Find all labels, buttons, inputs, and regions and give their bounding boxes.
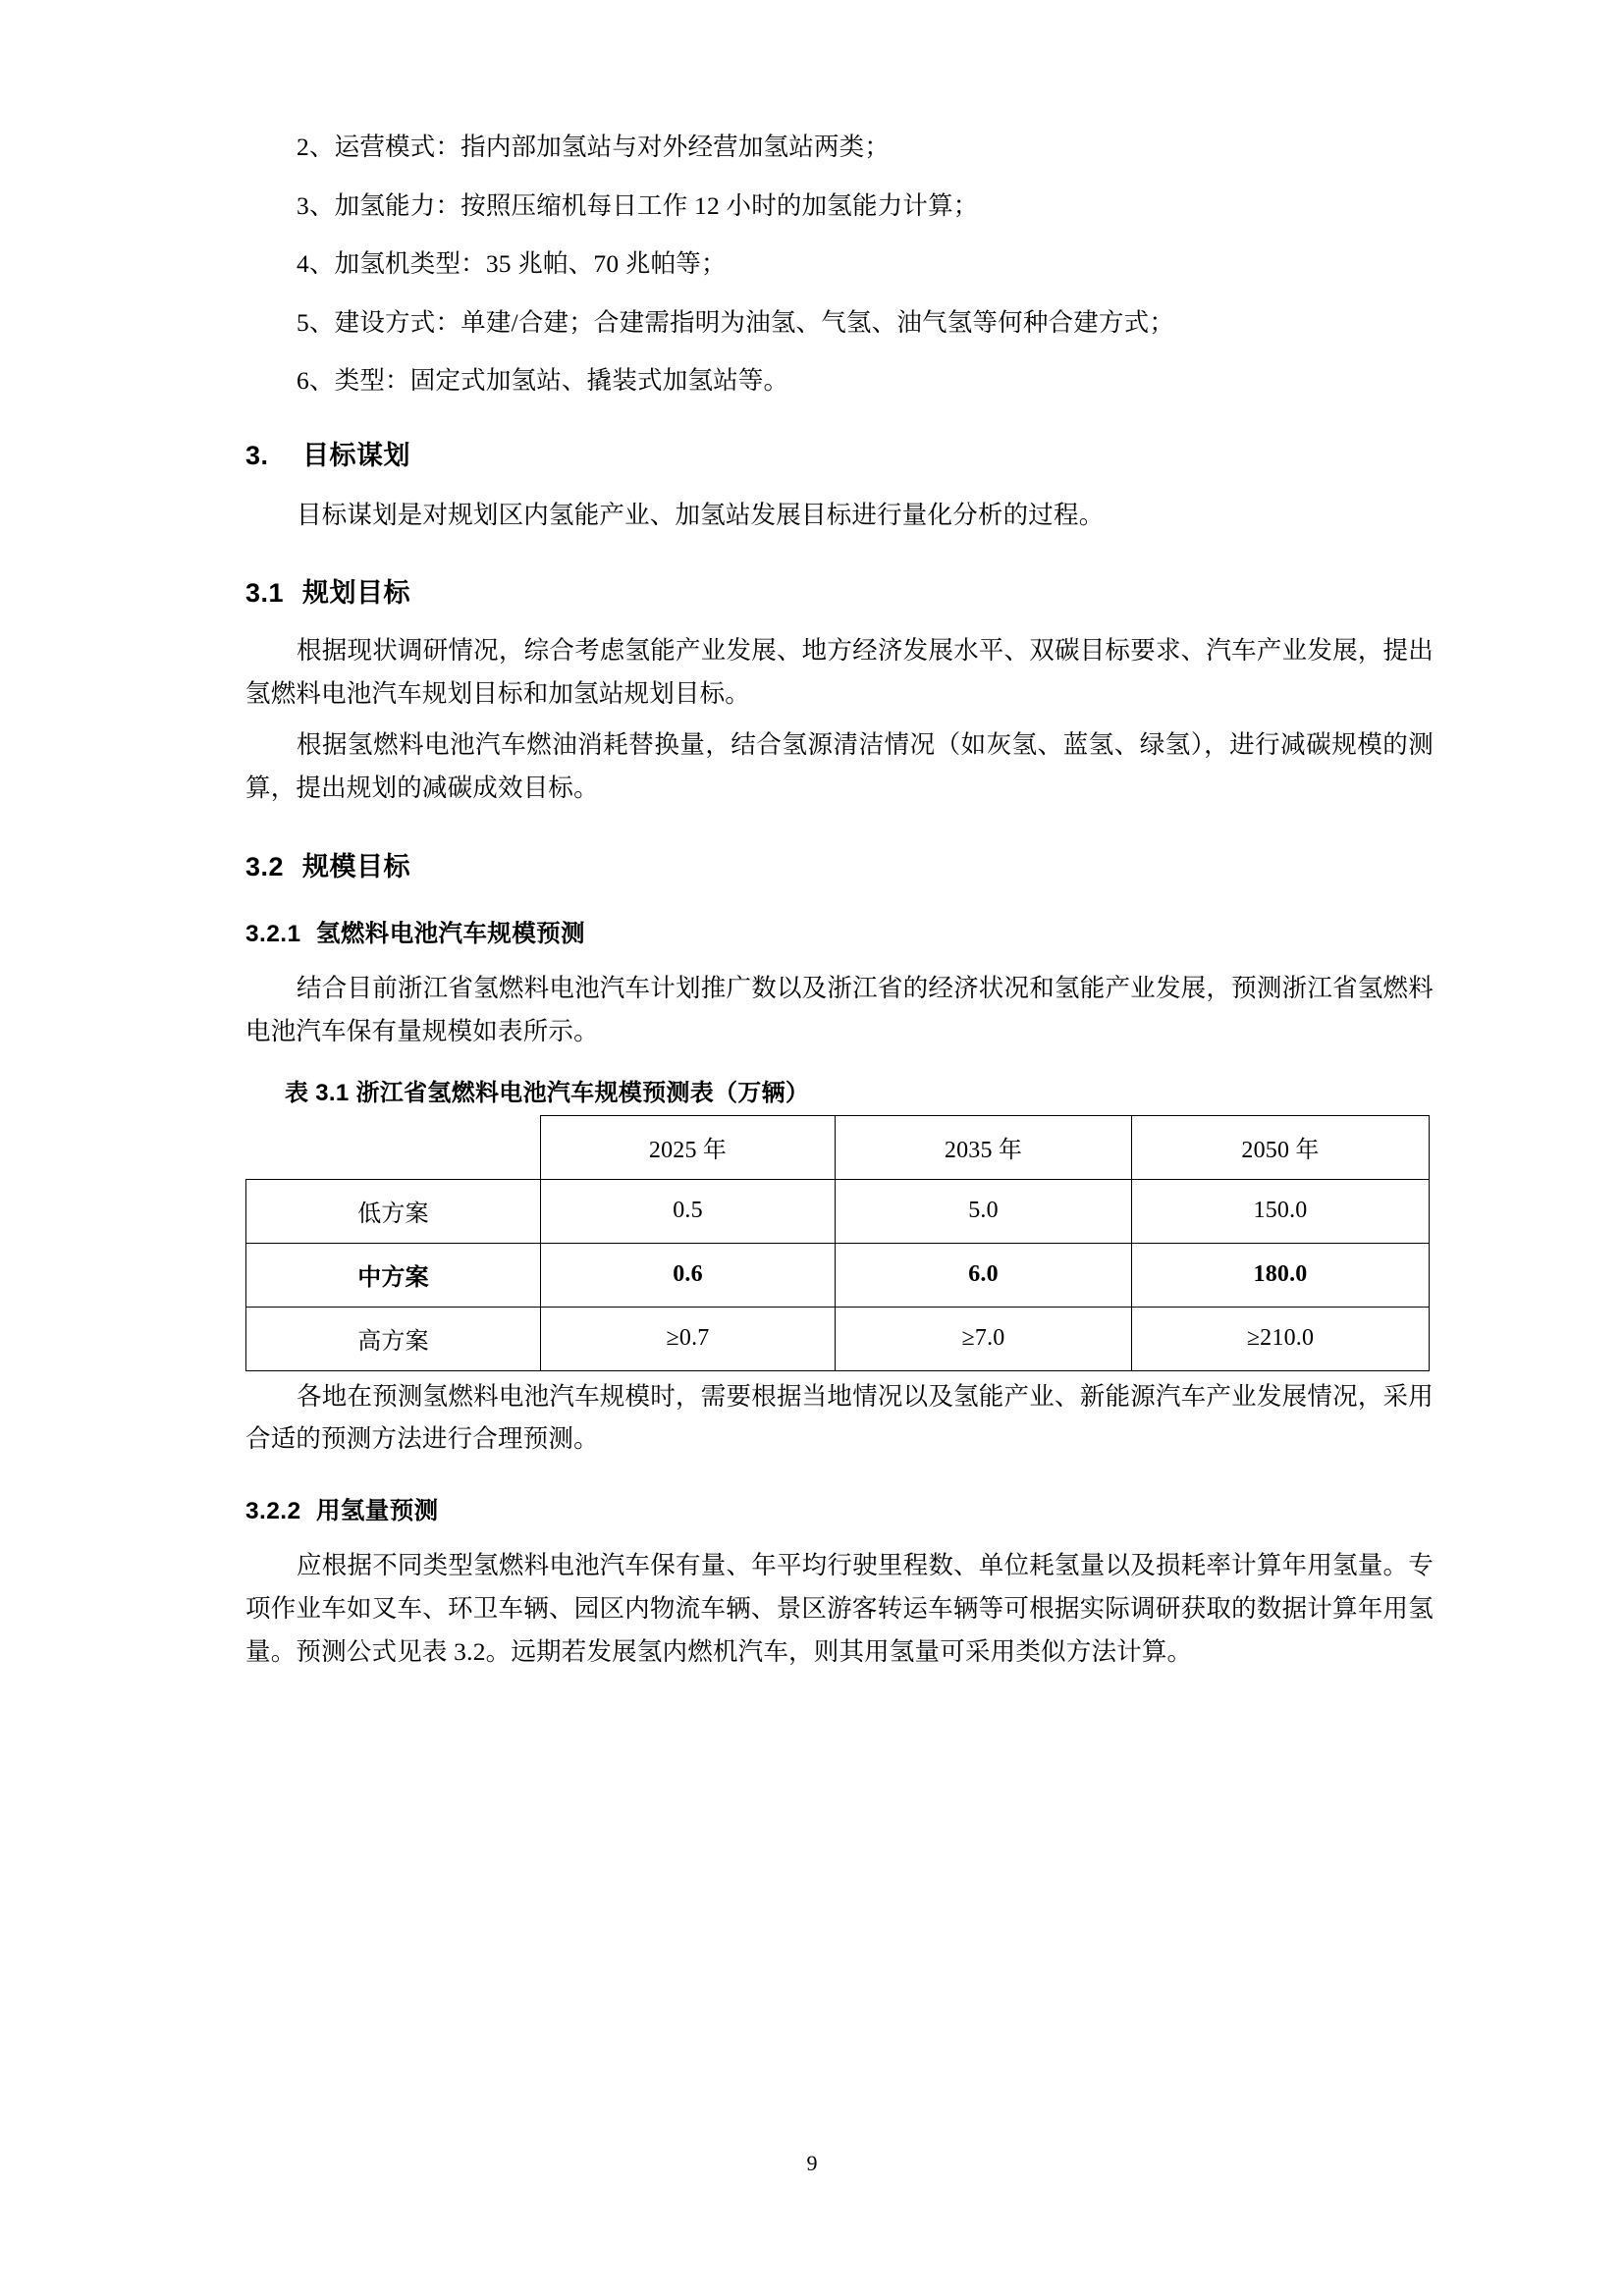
table-row [246, 1243, 1430, 1307]
heading-title: 用氢量预测 [316, 1498, 439, 1525]
table-cell: 0.5 [541, 1179, 836, 1243]
heading-title: 规划目标 [302, 578, 410, 609]
paragraph-3-1-1: 根据现状调研情况，综合考虑氢能产业发展、地方经济发展水平、双碳目标要求、汽车产业发展，提出氢燃料电池汽车规划目标和加氢站规划目标。 [245, 636, 1434, 709]
heading-number: 3.1 [245, 578, 285, 609]
heading-number: 3.2.1 [245, 920, 301, 947]
heading-section-3-2-1 [245, 915, 1434, 949]
table-cell: 180.0 [1132, 1243, 1430, 1307]
list-item: 4、加氢机类型：35 兆帕、70 兆帕等； [297, 249, 727, 279]
paragraph-3-2-2: 应根据不同类型氢燃料电池汽车保有量、年平均行驶里程数、单位耗氢量以及损耗率计算年用氢量。专项作业车如叉车、环卫车辆、园区内物流车辆、景区游客转运车辆等可根据实际调研获取的数据计算年用氢量。预测公式见表 3.2。远期若发展氢内燃机汽车，则其用氢量可采用类似方法计算。 [245, 1551, 1434, 1667]
table-column-header: 2035 年 [836, 1115, 1132, 1179]
table-corner-cell [246, 1115, 541, 1179]
table-caption: 表 3.1 浙江省氢燃料电池汽车规模预测表（万辆） [285, 1079, 810, 1106]
list-item: 5、建设方式：单建/合建；合建需指明为油氢、气氢、油气氢等何种合建方式； [297, 307, 1175, 337]
table-cell: ≥210.0 [1132, 1307, 1430, 1370]
heading-section-3-1 [245, 571, 1434, 610]
heading-number: 3.2 [245, 851, 285, 881]
list-item: 6、类型：固定式加氢站、撬装式加氢站等。 [297, 366, 789, 396]
heading-title: 规模目标 [302, 851, 410, 881]
heading-title: 目标谋划 [302, 440, 410, 470]
table-3-1 [245, 1115, 1430, 1371]
table-column-header: 2025 年 [541, 1115, 836, 1179]
table-cell: 5.0 [836, 1179, 1132, 1243]
page-content [245, 128, 1434, 1674]
table-cell: 0.6 [541, 1243, 836, 1307]
table-row-label: 低方案 [246, 1179, 541, 1243]
table-row [246, 1179, 1430, 1243]
page-number: 9 [806, 2151, 818, 2175]
table-row-label: 中方案 [246, 1243, 541, 1307]
paragraph-section-3-intro: 目标谋划是对规划区内氢能产业、加氢站发展目标进行量化分析的过程。 [297, 500, 1105, 529]
table-cell: ≥0.7 [541, 1307, 836, 1370]
paragraph-3-1-2: 根据氢燃料电池汽车燃油消耗替换量，结合氢源清洁情况（如灰氢、蓝氢、绿氢），进行减碳规模的测算，提出规划的减碳成效目标。 [245, 730, 1434, 803]
table-header-row [246, 1115, 1430, 1179]
heading-title: 氢燃料电池汽车规模预测 [316, 920, 585, 947]
paragraph-after-table: 各地在预测氢燃料电池汽车规模时，需要根据当地情况以及氢能产业、新能源汽车产业发展情况，采用合适的预测方法进行合理预测。 [245, 1381, 1434, 1454]
heading-number: 3.2.2 [245, 1498, 301, 1525]
heading-number: 3. [245, 440, 269, 470]
table-cell: ≥7.0 [836, 1307, 1132, 1370]
list-item: 3、加氢能力：按照压缩机每日工作 12 小时的加氢能力计算； [297, 190, 979, 220]
heading-section-3-2 [245, 845, 1434, 883]
table-row-label: 高方案 [246, 1307, 541, 1370]
table-row [246, 1307, 1430, 1370]
heading-section-3-2-2 [245, 1492, 1434, 1526]
heading-section-3 [245, 434, 1434, 472]
table-cell: 150.0 [1132, 1179, 1430, 1243]
paragraph-3-2-1: 结合目前浙江省氢燃料电池汽车计划推广数以及浙江省的经济状况和氢能产业发展，预测浙江省氢燃料电池汽车保有量规模如表所示。 [245, 973, 1434, 1045]
list-item: 2、运营模式：指内部加氢站与对外经营加氢站两类； [297, 133, 891, 161]
table-cell: 6.0 [836, 1243, 1132, 1307]
table-column-header: 2050 年 [1132, 1115, 1430, 1179]
